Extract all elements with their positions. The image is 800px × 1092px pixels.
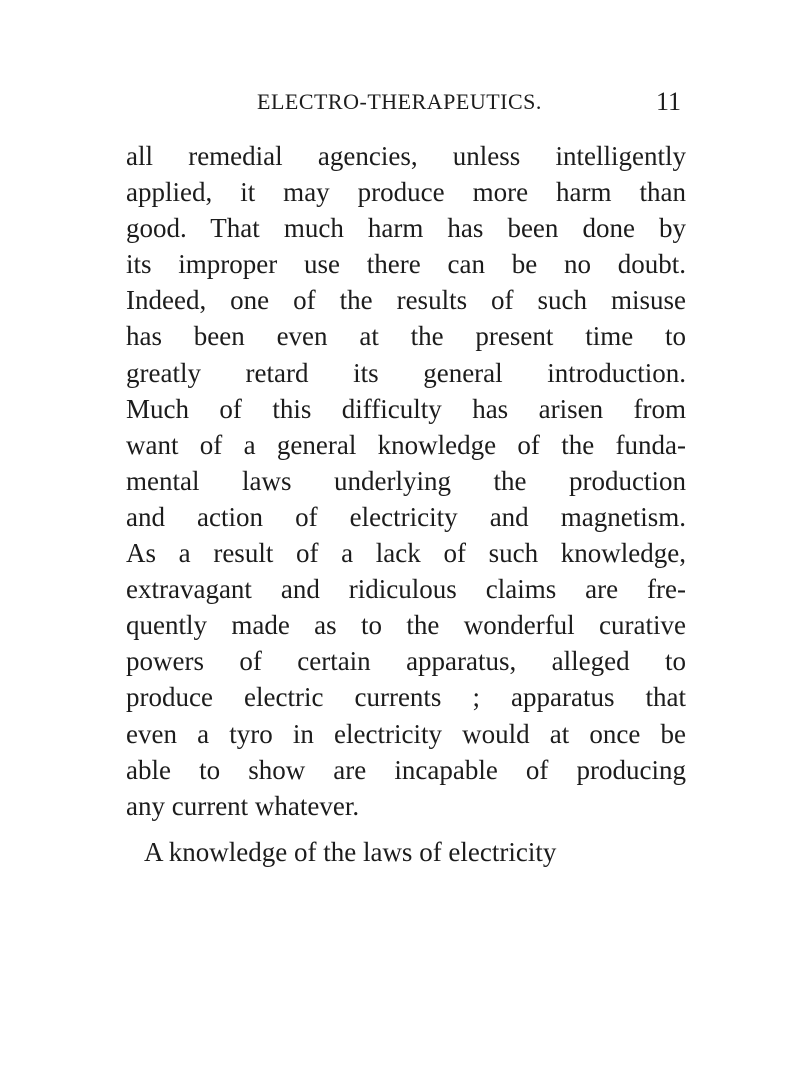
paragraph-2 (126, 834, 686, 870)
text-line: quently made as to the wonderful curative (126, 610, 686, 641)
text-line: produce electric currents ; apparatus that (126, 682, 686, 713)
text-line: and action of electricity and magnetism. (126, 501, 686, 532)
text-line: its improper use there can be no doubt. (126, 249, 686, 280)
page-number: 11 (656, 87, 682, 116)
text-line: applied, it may produce more harm than (126, 177, 686, 208)
text-line: mental laws underlying the production (126, 465, 686, 496)
text-line: greatly retard its general introduction. (126, 357, 686, 388)
text-line: extravagant and ridiculous claims are fre- (126, 574, 686, 605)
text-line: able to show are incapable of producing (126, 754, 686, 785)
text-line: powers of certain apparatus, alleged to (126, 646, 686, 677)
text-line: even a tyro in electricity would at once be (126, 718, 686, 749)
text-line: want of a general knowledge of the funda- (126, 429, 686, 460)
page-header (0, 83, 800, 123)
text-line: Indeed, one of the results of such misuse (126, 285, 686, 316)
text-line: all remedial agencies, unless intelligently (126, 141, 686, 171)
paragraph-1 (126, 138, 686, 824)
text-line: good. That much harm has been done by (126, 213, 686, 244)
running-title: ELECTRO-THERAPEUTICS. (257, 89, 542, 114)
text-line: has been even at the present time to (126, 321, 686, 352)
text-line: any current whatever. (126, 790, 360, 821)
text-line: As a result of a lack of such knowledge, (126, 538, 686, 569)
text-line: Much of this difficulty has arisen from (126, 393, 686, 424)
text-line: A knowledge of the laws of electricity (144, 837, 557, 867)
